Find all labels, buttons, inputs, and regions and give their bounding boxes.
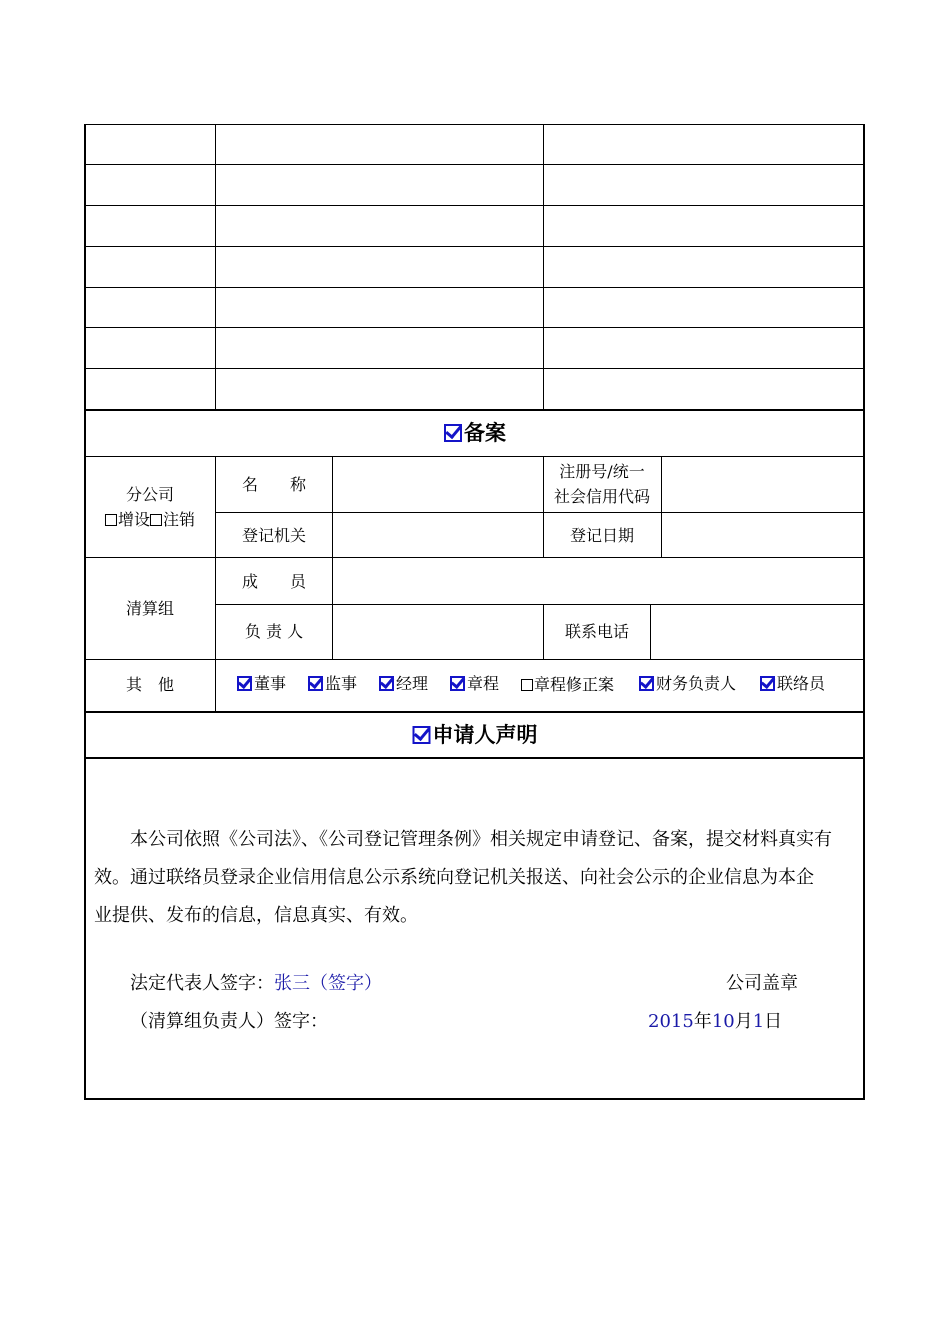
members-field[interactable] [333, 558, 864, 604]
declaration-line: 效。通过联络员登录企业信用信息公示系统向登记机关报送、向社会公示的企业信息为本企 [94, 867, 814, 888]
row-divider [84, 327, 865, 328]
manager-label: 经理 [396, 674, 429, 693]
liquidation-leader-signature: （清算组负责人）签字： [130, 1011, 328, 1032]
branch-label: 分公司 [125, 485, 175, 504]
row-divider [84, 246, 865, 247]
name-label: 名 称 [241, 475, 307, 494]
filing-header-label: 备案 [464, 421, 506, 445]
directors-checkbox-icon[interactable] [237, 676, 252, 691]
phone-label: 联系电话 [564, 622, 630, 641]
articles-amendment-checkbox-icon[interactable] [521, 679, 533, 691]
other-label: 其 他 [125, 675, 175, 694]
col-divider [215, 124, 216, 410]
date-month-unit: 月 [734, 1011, 753, 1032]
date-year-unit: 年 [693, 1011, 712, 1032]
declaration-line: 本公司依照《公司法》、《公司登记管理条例》相关规定申请登记、备案，提交材料真实有 [130, 829, 832, 850]
members-label: 成 员 [241, 572, 307, 591]
section-divider [84, 711, 865, 713]
option-add-label: 增设 [117, 510, 150, 529]
cancel-checkbox-icon[interactable] [150, 514, 162, 526]
filing-checkbox-icon[interactable] [444, 424, 462, 442]
col-divider [543, 124, 544, 410]
blank-cell[interactable] [544, 125, 864, 164]
date-year[interactable]: 2015 [648, 1011, 694, 1032]
other-item-supervisors[interactable] [308, 676, 357, 692]
section-divider [84, 757, 865, 759]
other-item-manager[interactable] [379, 676, 428, 692]
col-divider [215, 456, 216, 712]
finance-officer-label: 财务负责人 [656, 674, 737, 693]
declaration-text [94, 821, 856, 935]
date-label: 登记日期 [569, 526, 635, 545]
manager-checkbox-icon[interactable] [379, 676, 394, 691]
other-item-articles-amendment[interactable] [521, 677, 614, 693]
leader-field[interactable] [333, 605, 543, 659]
declaration-line: 业提供、发布的信息，信息真实、有效。 [94, 905, 418, 926]
liaison-checkbox-icon[interactable] [760, 676, 775, 691]
name-field[interactable] [333, 457, 543, 512]
branch-options [105, 512, 195, 528]
blank-cell[interactable] [216, 125, 542, 164]
add-checkbox-icon[interactable] [105, 514, 117, 526]
supervisors-checkbox-icon[interactable] [308, 676, 323, 691]
other-item-articles[interactable] [450, 676, 499, 692]
other-item-liaison[interactable] [760, 676, 825, 692]
row-divider [84, 205, 865, 206]
col-divider [543, 456, 544, 558]
row-divider [84, 368, 865, 369]
option-cancel-label: 注销 [163, 510, 196, 529]
declaration-header [413, 725, 538, 746]
articles-checkbox-icon[interactable] [450, 676, 465, 691]
col-divider [543, 604, 544, 659]
section-divider [84, 409, 865, 411]
other-item-finance-officer[interactable] [639, 676, 736, 692]
leader-label: 负 责 人 [244, 622, 304, 641]
declaration-header-label: 申请人声明 [432, 723, 538, 747]
reg-no-label-line2: 社会信用代码 [553, 487, 651, 506]
sign-date [648, 1013, 782, 1031]
legal-rep-value[interactable]: 张三（签字） [274, 973, 382, 994]
date-month[interactable]: 10 [711, 1011, 735, 1032]
phone-field[interactable] [651, 605, 864, 659]
reg-no-field[interactable] [662, 457, 864, 512]
directors-label: 董事 [254, 674, 287, 693]
row-divider [84, 164, 865, 165]
authority-field[interactable] [333, 513, 543, 557]
row-divider [84, 659, 865, 660]
row-divider [84, 287, 865, 288]
articles-label: 章程 [467, 674, 500, 693]
supervisors-label: 监事 [325, 674, 358, 693]
liaison-label: 联络员 [777, 674, 826, 693]
liquidation-label: 清算组 [125, 599, 175, 618]
date-day[interactable]: 1 [752, 1011, 765, 1032]
legal-rep-label: 法定代表人签字： [130, 973, 274, 994]
reg-no-label-line1: 注册号/统一 [559, 462, 645, 481]
date-field[interactable] [662, 513, 864, 557]
articles-amendment-label: 章程修正案 [534, 675, 615, 694]
company-seal-label: 公司盖章 [726, 973, 798, 994]
legal-rep-signature [130, 975, 382, 993]
finance-officer-checkbox-icon[interactable] [639, 676, 654, 691]
other-item-directors[interactable] [237, 676, 286, 692]
authority-label: 登记机关 [241, 526, 307, 545]
date-day-unit: 日 [764, 1011, 783, 1032]
declaration-checkbox-icon[interactable] [413, 726, 431, 744]
filing-header [444, 423, 506, 444]
